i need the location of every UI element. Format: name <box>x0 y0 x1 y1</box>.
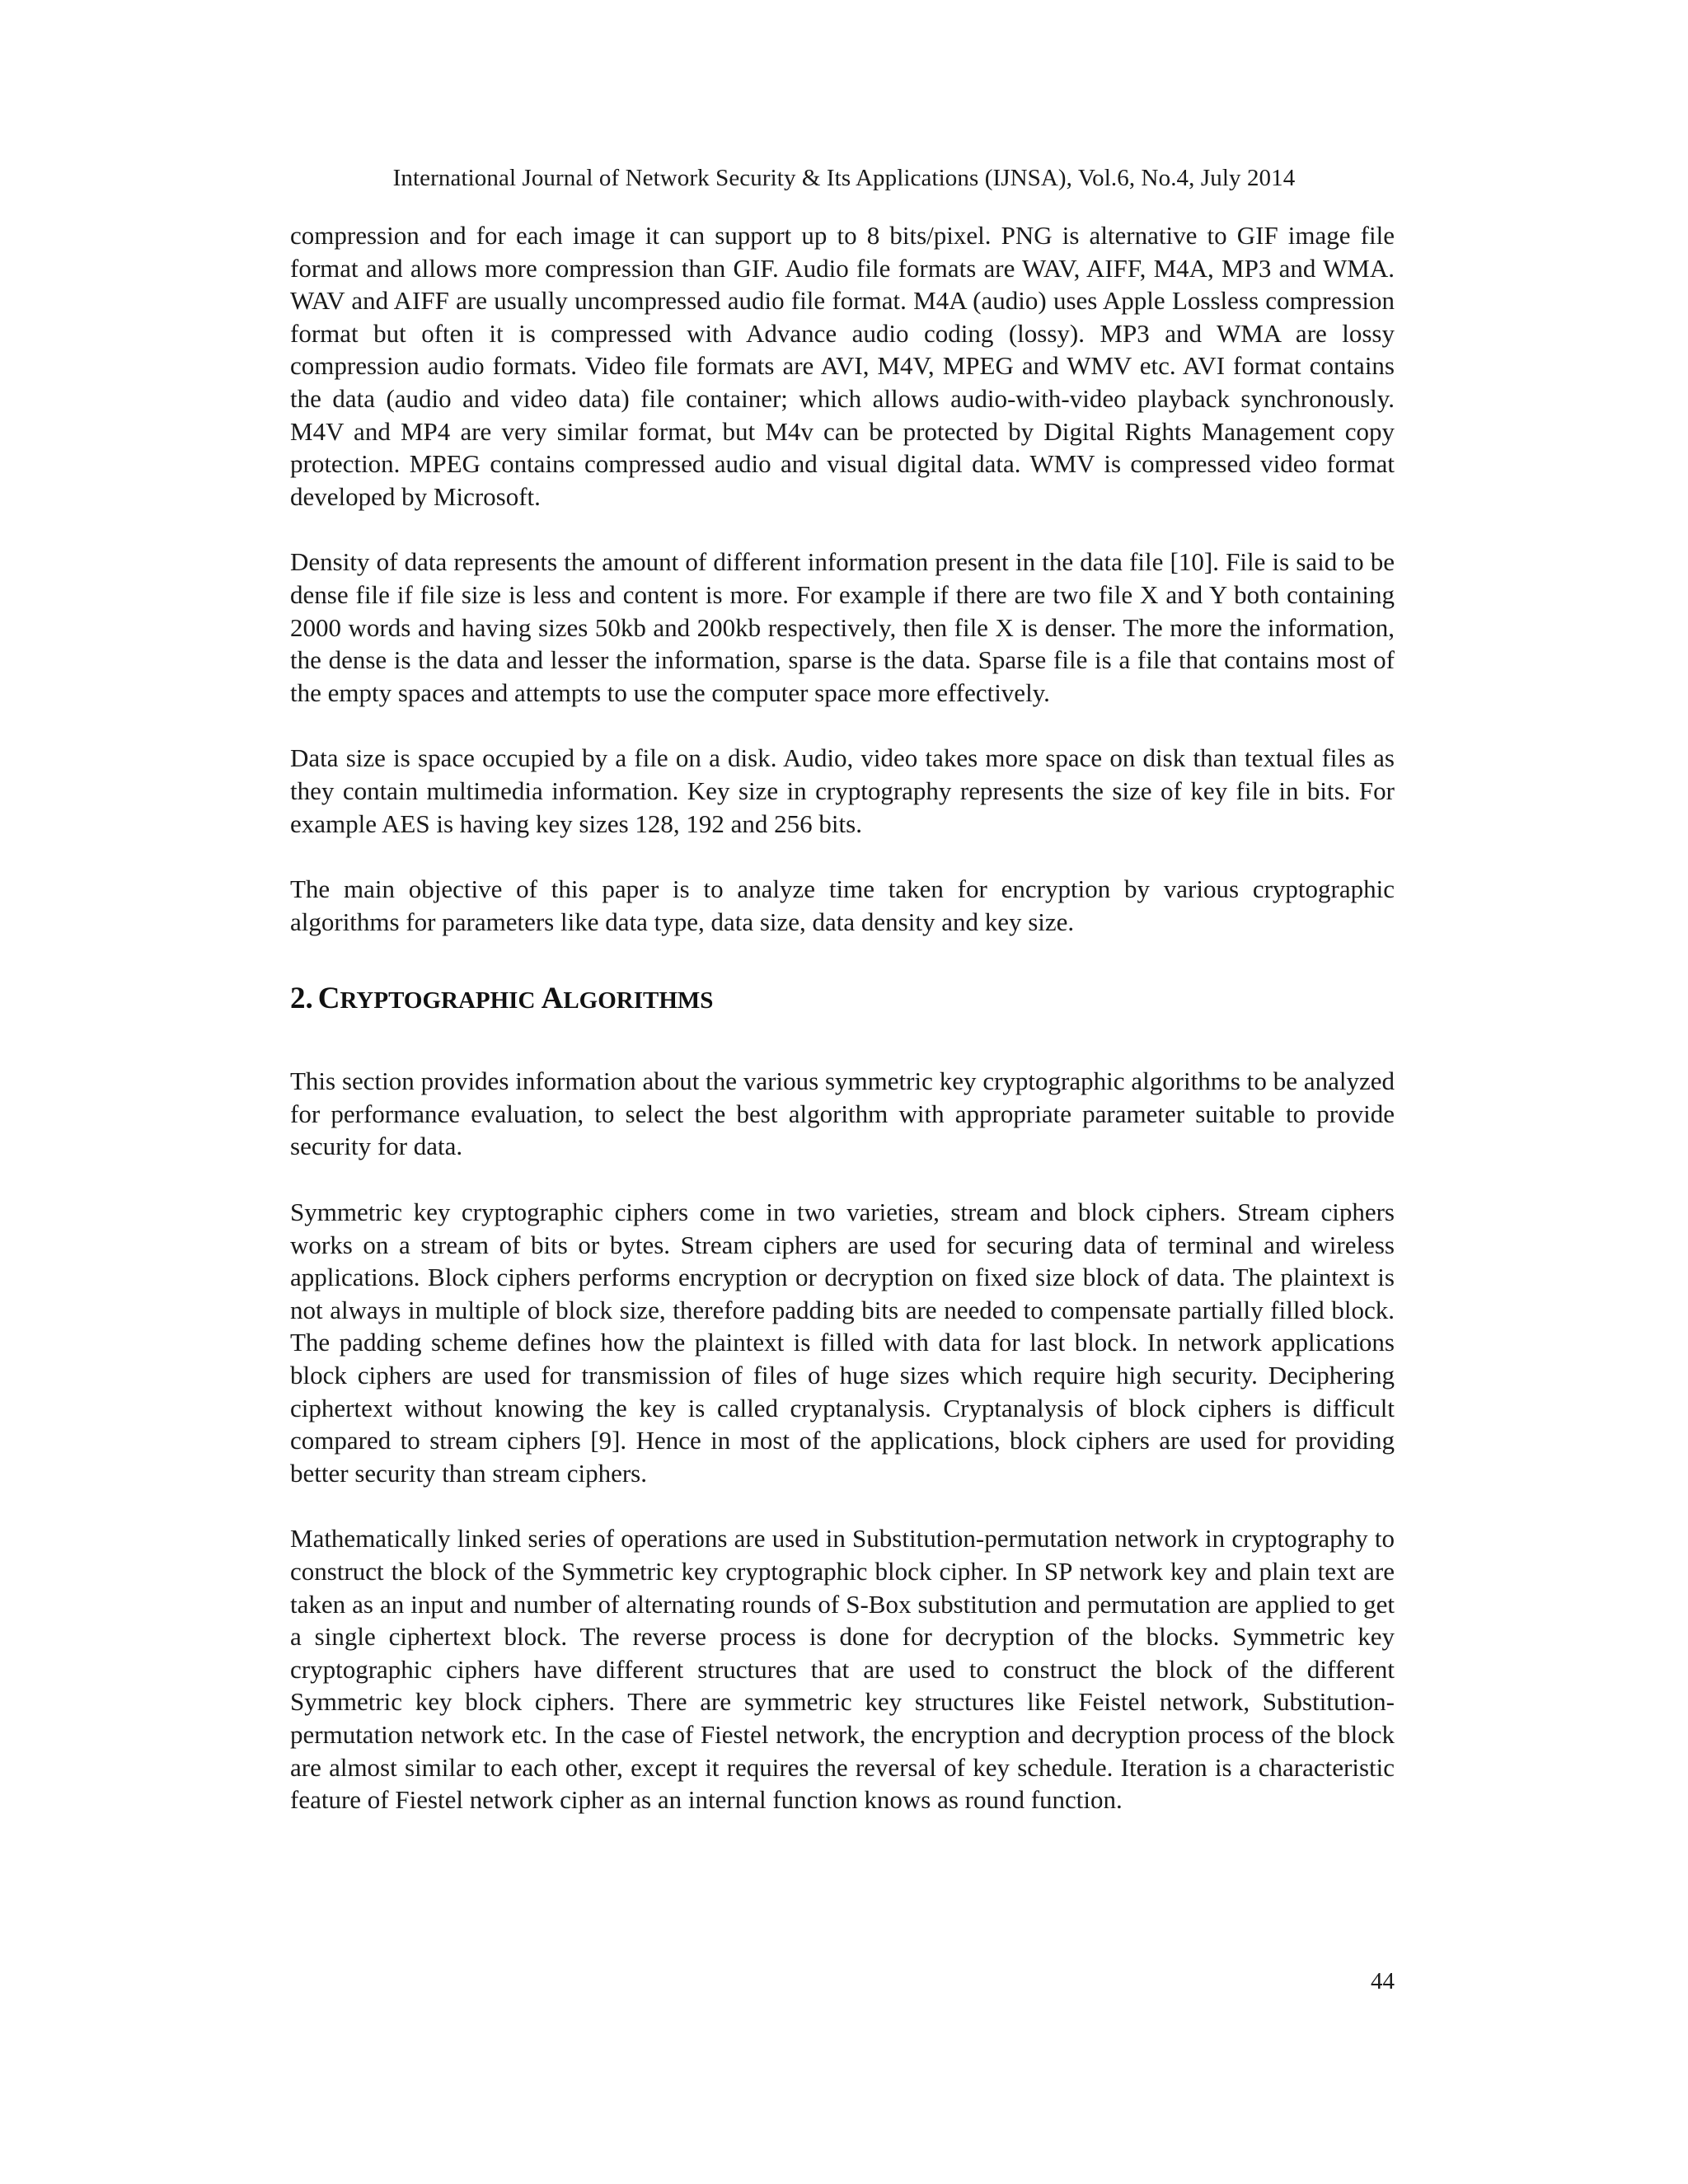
paragraph-data-density: Density of data represents the amount of different information present in the data file [10]. File is said to be dense file if file size is less and content is more. For example if there are two file X and Y both containing 2000 words and having sizes 50kb and 200kb respectively, then file X is denser. The more the information, the dense is the data and lesser the information, sparse is the data. Sparse file is a file that contains most of the empty spaces and attempts to use the computer space more effectively. <box>290 547 1395 707</box>
heading-word1-initial: C <box>317 982 340 1016</box>
heading-word2-rest: LGORITHMS <box>563 987 714 1015</box>
paragraph-sp-network: Mathematically linked series of operations are used in Substitution-permutation network in cryptography to construct the block of the Symmetric key cryptographic block cipher. In SP network key and plain text are taken as an input and number of alternating rounds of S-Box substitution and permutation are applied to get a single ciphertext block. The reverse process is done for decryption of the blocks. Symmetric key cryptographic ciphers have different structures that are used to construct the block of the different Symmetric key block ciphers. There are symmetric key structures like Feistel network, Substitution-permutation network etc. In the case of Fiestel network, the encryption and decryption process of the block are almost similar to each other, except it requires the reversal of key schedule. Iteration is a characteristic feature of Fiestel network cipher as an internal function knows as round function. <box>290 1524 1395 1815</box>
paragraph-data-size: Data size is space occupied by a file on a disk. Audio, video takes more space on disk than textual files as they contain multimedia information. Key size in cryptography represents the size of key file in bits. For example AES is having key sizes 128, 192 and 256 bits. <box>290 743 1395 838</box>
running-header: International Journal of Network Security & Its Applications (IJNSA), Vol.6, No.4, July 2014 <box>392 165 1296 191</box>
heading-word1-rest: RYPTOGRAPHIC <box>340 987 536 1015</box>
heading-word2-initial: A <box>541 982 564 1016</box>
paragraph-file-formats: compression and for each image it can support up to 8 bits/pixel. PNG is alternative to GIF image file format and allows more compression than GIF. Audio file formats are WAV, AIFF, M4A, MP3 and WMA. WAV and AIFF are usually uncompressed audio file format. M4A (audio) uses Apple Lossless compression format but often it is compressed with Advance audio coding (lossy). MP3 and WMA are lossy compression audio formats. Video file formats are AVI, M4V, MPEG and WMV etc. AVI format contains the data (audio and video data) file container; which allows audio-with-video playback synchronously. M4V and MP4 are very similar format, but M4v can be protected by Digital Rights Management copy protection. MPEG contains compressed audio and visual digital data. WMV is compressed video format developed by Microsoft. <box>290 221 1395 511</box>
paragraph-objective: The main objective of this paper is to analyze time taken for encryption by various cryptographic algorithms for parameters like data type, data size, data density and key size. <box>290 874 1395 936</box>
page-body <box>290 219 1395 1849</box>
section-number: 2. <box>290 982 313 1016</box>
section-heading <box>290 981 1395 1019</box>
paragraph-stream-block-ciphers: Symmetric key cryptographic ciphers come in two varieties, stream and block ciphers. Stream ciphers works on a stream of bits or bytes. Stream ciphers are used for securing data of terminal and wireless applications. Block ciphers performs encryption or decryption on fixed size block of data. The plaintext is not always in multiple of block size, therefore padding bits are needed to compensate partially filled block. The padding scheme defines how the plaintext is filled with data for last block. In network applications block ciphers are used for transmission of files of huge sizes which require high security. Deciphering ciphertext without knowing the key is called cryptanalysis. Cryptanalysis of block ciphers is difficult compared to stream ciphers [9]. Hence in most of the applications, block ciphers are used for providing better security than stream ciphers. <box>290 1197 1395 1488</box>
page-number: 44 <box>1371 1968 1395 1994</box>
paragraph-section-intro: This section provides information about the various symmetric key cryptographic algorithms to be analyzed for performance evaluation, to select the best algorithm with appropriate parameter suitable to provide security for data. <box>290 1066 1395 1161</box>
